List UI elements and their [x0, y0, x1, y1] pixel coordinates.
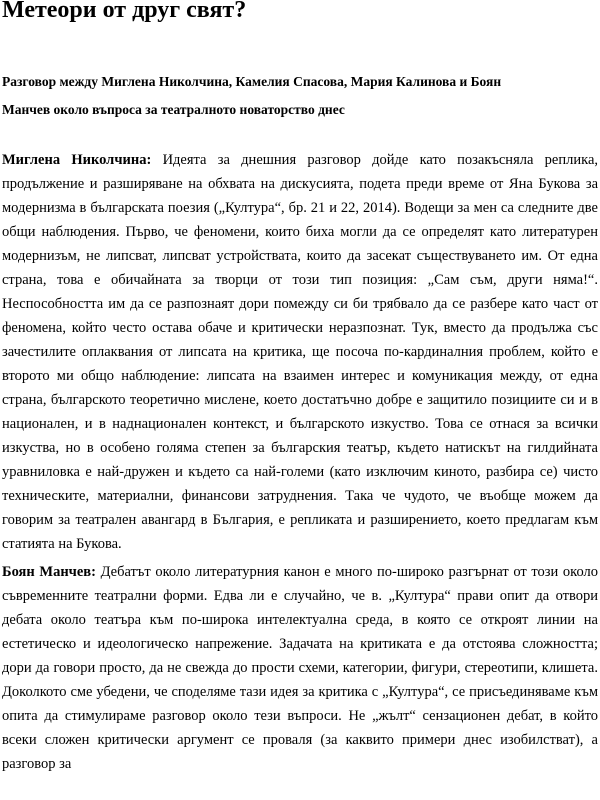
document-title: Метеори от друг свят? — [2, 0, 247, 23]
speaker-name: Миглена Николчина: — [2, 152, 152, 168]
speaker-name: Боян Манчев: — [2, 564, 96, 580]
document-body — [2, 148, 598, 780]
document-subtitle — [2, 68, 598, 124]
paragraph-text: Идеята за днешния разговор дойде като позакъсняла реплика, продължение и разширяване на обхвата на дискусията, подета преди време от Яна Букова за модернизма в българската поезия („Култура“, бр. 21 и 22, 2014). Водещи за мен са следните две общи наблюдения. Първо, че феномени, които биха могли да се определят като литературен модернизъм, не липсват, липсват устройствата, които да засекат съществуването им. От една страна, това е обичайната за творци от този тип позиция: „Сам съм, други няма!“. Неспособността им да се разпознаят дори помежду си би трябвало да се разбере като част от феномена, който често остава обаче и критически неразпознат. Тук, вместо да продължа със зачестилите оплаквания от липсата на критика, ще посоча по-кардиналния проблем, който е второто ми общо наблюдение: липсата на взаимен интерес и комуникация между, от една страна, българското теоретично мислене, което достатъчно добре е защитило позициите си и в национален, и в наднационален контекст, и българското изкуство. Това се отнася за всички изкуства, но в особено голяма степен за българския театър, където натискът на гилдийната уравниловка е най-дружен и където са най-големи (като изключим киното, разбира се) чисто техническите, материални, финансови затруднения. Така че чудото, че въобще можем да говорим за театрален авангард в България, е репликата и разширението, което предлагам към статията на Букова. — [2, 152, 599, 552]
paragraph — [2, 148, 598, 556]
subtitle-line: Разговор между Миглена Николчина, Камелия Спасова, Мария Калинова и Боян — [2, 74, 502, 89]
paragraph — [2, 560, 598, 776]
paragraph-text: Дебатът около литературния канон е много по-широко разгърнат от този около съвременните театрални форми. Едва ли е случайно, че в. „Култура“ прави опит да отвори дебата около театъра към по-широка интелектуална среда, в която се откроят линии на естетическо и идеологическо напрежение. Задачата на критиката е да отстоява сложността; дори да говори просто, да не свежда до прости схеми, категории, фигури, стереотипи, клишета. Доколкото сме убедени, че споделяме тази идея за критика с „Култура“, се присъединяваме към опита да стимулираме разговор около тези въпроси. Не „жълт“ сензационен дебат, в който всеки сложен критически аргумент се проваля (за каквито примери днес изобилстват), а разговор за — [2, 564, 599, 772]
subtitle-line: Манчев около въпроса за театралното новаторство днес — [2, 102, 345, 117]
